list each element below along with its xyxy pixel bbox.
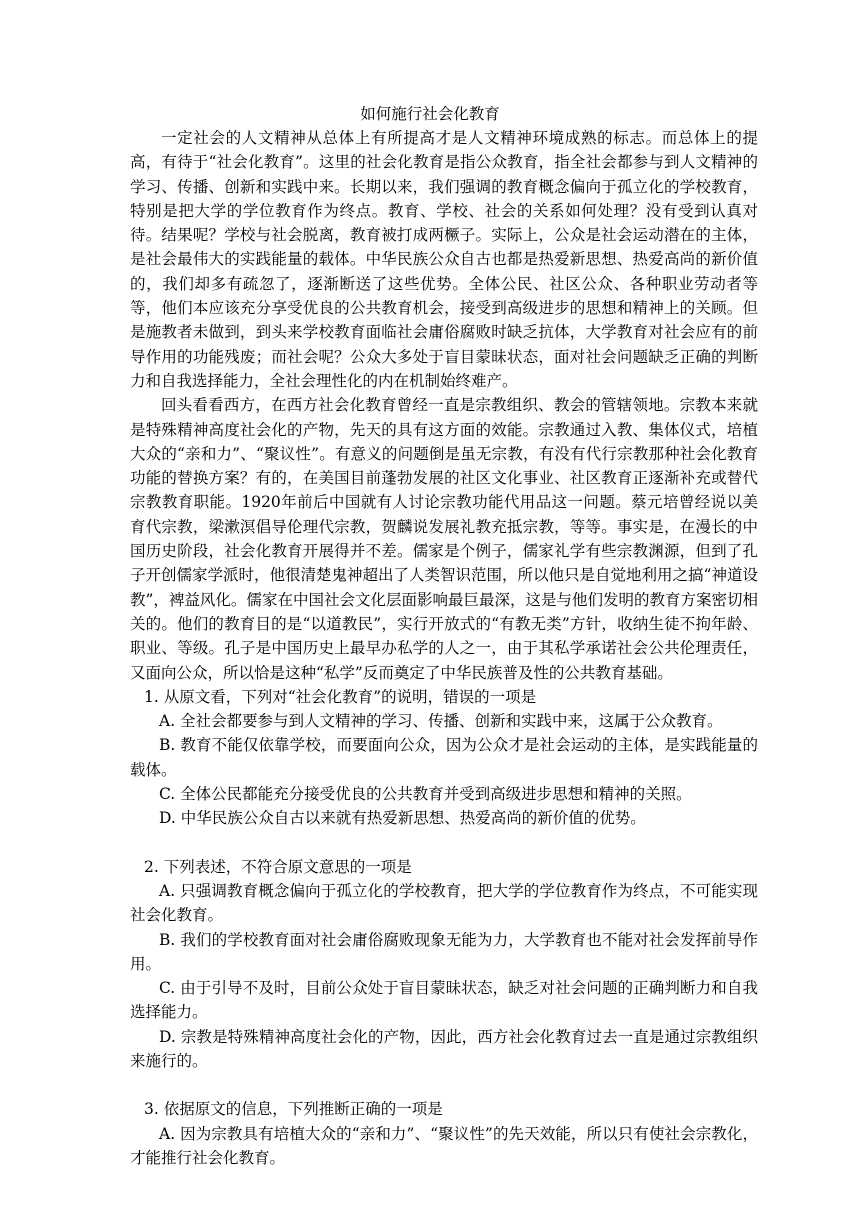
question-2-stem: 2. 下列表述，不符合原文意思的一项是 <box>144 857 412 876</box>
question-3-option-a: A. 因为宗教具有培植大众的“亲和力”、“聚议性”的先天效能，所以只有使社会宗教化，才能推行社会化教育。 <box>130 1124 758 1167</box>
question-3-stem: 3. 依据原文的信息，下列推断正确的一项是 <box>144 1100 443 1119</box>
question-2-option-a: A. 只强调教育概念偏向于孤立化的学校教育，把大学的学位教育作为终点，不可能实现社会化教育。 <box>130 881 758 925</box>
question-1-option-d: D. 中华民族公众自古以来就有热爱新思想、热爱高尚的新价值的优势。 <box>159 809 646 828</box>
question-2-option-b: B. 我们的学校教育面对社会庸俗腐败现象无能为力，大学教育也不能对社会发挥前导作用。 <box>130 930 758 973</box>
document-title: 如何施行社会化教育 <box>360 105 500 123</box>
spacer <box>130 831 758 855</box>
spacer <box>130 1073 758 1097</box>
document-body <box>130 126 758 1170</box>
paragraph-2: 回头看看西方，在西方社会化教育曾经一直是宗教组织、教会的管辖领地。宗教本来就是特殊精神高度社会化的产物，先天的具有这方面的效能。宗教通过入教、集体仪式，培植大众的“亲和力”、“聚议性”。有意义的问题倒是虽无宗教，有没有代行宗教那种社会化教育功能的替换方案？有的，在美国目前蓬勃发展的社区文化事业、社区教育正逐渐补充或替代宗教教育职能。1920年前后中国就有人讨论宗教功能代用品这一问题。蔡元培曾经说以美育代宗教，梁漱溟倡导伦理代宗教，贺麟说发展礼教充抵宗教，等等。事实是，在漫长的中国历史阶段，社会化教育开展得并不差。儒家是个例子，儒家礼学有些宗教渊源，但到了孔子开创儒家学派时，他很清楚鬼神超出了人类智识范围，所以他只是自觉地利用之搞“神道设教”，裨益风化。儒家在中国社会文化层面影响最巨最深，这是与他们发明的教育方案密切相关的。他们的教育目的是“以道教民”，实行开放式的“有教无类”方针，收纳生徒不拘年龄、职业、等级。孔子是中国历史上最早办私学的人之一，由于其私学承诺社会公共伦理责任，又面向公众，所以恰是这种“私学”反而奠定了中华民族普及性的公共教育基础。 <box>130 396 758 682</box>
question-1-stem: 1. 从原文看，下列对“社会化教育”的说明，错误的一项是 <box>144 687 537 706</box>
question-1-option-a: A. 全社会都要参与到人文精神的学习、传播、创新和实践中来，这属于公众教育。 <box>159 712 723 731</box>
paragraph-1: 一定社会的人文精神从总体上有所提高才是人文精神环境成熟的标志。而总体上的提高，有待于“社会化教育”。这里的社会化教育是指公众教育，指全社会都参与到人文精神的学习、传播、创新和实践中来。长期以来，我们强调的教育概念偏向于孤立化的学校教育，特别是把大学的学位教育作为终点。教育、学校、社会的关系如何处理？没有受到认真对待。结果呢？学校与社会脱离，教育被打成两橛子。实际上，公众是社会运动潜在的主体，是社会最伟大的实践能量的载体。中华民族公众自古也都是热爱新思想、热爱高尚的新价值的，我们却多有疏忽了，逐渐断送了这些优势。全体公民、社区公众、各种职业劳动者等等，他们本应该充分享受优良的公共教育机会，接受到高级进步的思想和精神上的关顾。但是施教者未做到，到头来学校教育面临社会庸俗腐败时缺乏抗体，大学教育对社会应有的前导作用的功能残废；而社会呢？公众大多处于盲目蒙昧状态，面对社会问题缺乏正确的判断力和自我选择能力，全社会理性化的内在机制始终难产。 <box>130 129 758 390</box>
question-2-option-d: D. 宗教是特殊精神高度社会化的产物，因此，西方社会化教育过去一直是通过宗教组织来施行的。 <box>130 1027 758 1070</box>
question-1-option-c: C. 全体公民都能充分接受优良的公共教育并受到高级进步思想和精神的关照。 <box>159 785 692 804</box>
question-1-option-b: B. 教育不能仅依靠学校，而要面向公众，因为公众才是社会运动的主体，是实践能量的载体。 <box>130 736 758 779</box>
question-2-option-c: C. 由于引导不及时，目前公众处于盲目蒙昧状态，缺乏对社会问题的正确判断力和自我选择能力。 <box>130 979 758 1022</box>
